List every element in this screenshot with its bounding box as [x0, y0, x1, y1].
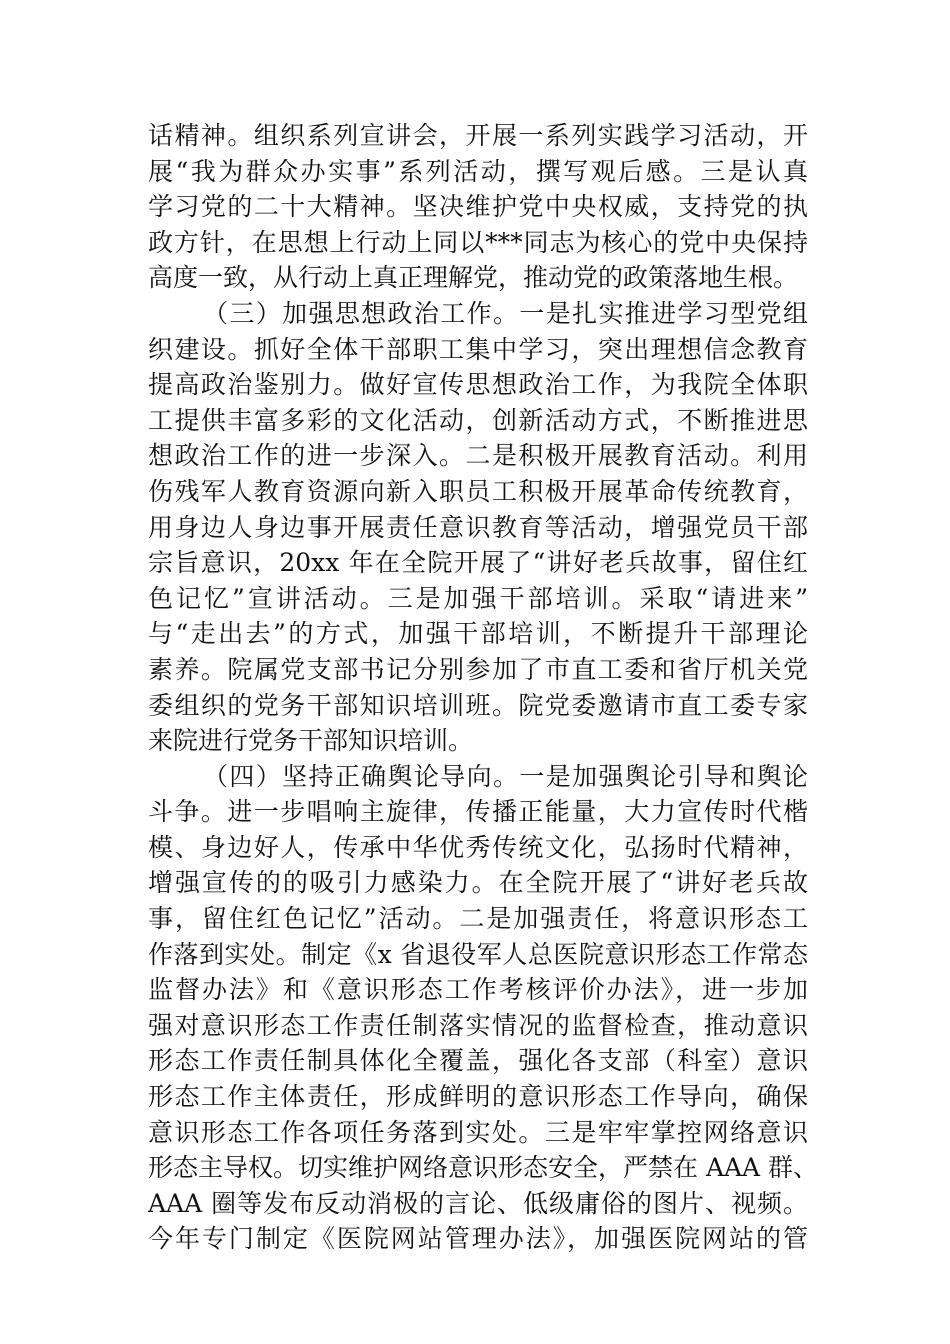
text-line: 展“我为群众办实事”系列活动，撰写观后感。三是认真 [148, 156, 808, 186]
text-line: 意识形态工作各项任务落到实处。三是牢牢掌控网络意识 [148, 1117, 808, 1147]
text-line: 话精神。组织系列宣讲会，开展一系列实践学习活动，开 [148, 121, 808, 150]
text-line: 学习党的二十大精神。坚决维护党中央权威，支持党的执 [148, 192, 808, 222]
text-line: 织建设。抓好全体干部职工集中学习，突出理想信念教育 [148, 334, 808, 364]
text-line: 强对意识形态工作责任制落实情况的监督检查，推动意识 [148, 1010, 808, 1040]
text-line: 形态主导权。切实维护网络意识形态安全，严禁在 AAA 群、 [148, 1153, 819, 1183]
text-line: 来院进行党务干部知识培训。 [148, 726, 474, 756]
text-line: 素养。院属党支部书记分别参加了市直工委和省厅机关党 [148, 654, 808, 684]
text-line: 政方针，在思想上行动上同以***同志为核心的党中央保持 [148, 227, 808, 257]
text-line: 增强宣传的的吸引力感染力。在全院开展了“讲好老兵故 [148, 868, 808, 898]
text-line: 提高政治鉴别力。做好宣传思想政治工作，为我院全体职 [148, 370, 808, 400]
text-line: 想政治工作的进一步深入。二是积极开展教育活动。利用 [148, 441, 808, 471]
text-line: 伤残军人教育资源向新入职员工积极开展革命传统教育， [148, 476, 808, 506]
section-heading-line: （三）加强思想政治工作。一是扎实推进学习型党组 [203, 298, 808, 328]
document-body [148, 118, 819, 1257]
text-line: 事，留住红色记忆”活动。二是加强责任，将意识形态工 [148, 904, 808, 934]
text-line: 色记忆”宣讲活动。三是加强干部培训。采取“请进来” [148, 583, 808, 613]
text-line: 宗旨意识，20xx 年在全院开展了“讲好老兵故事，留住红 [148, 548, 808, 578]
text-line: 今年专门制定《医院网站管理办法》，加强医院网站的管 [148, 1224, 808, 1254]
text-line: AAA 圈等发布反动消极的言论、低级庸俗的图片、视频。 [148, 1188, 808, 1218]
text-line: 监督办法》和《意识形态工作考核评价办法》，进一步加 [148, 975, 808, 1005]
text-line: 委组织的党务干部知识培训班。院党委邀请市直工委专家 [148, 690, 808, 720]
text-line: 工提供丰富多彩的文化活动，创新活动方式，不断推进思 [148, 405, 808, 435]
text-line: 形态工作责任制具体化全覆盖，强化各支部（科室）意识 [148, 1046, 808, 1076]
text-line: 作落到实处。制定《x 省退役军人总医院意识形态工作常态 [148, 939, 808, 969]
text-line: 用身边人身边事开展责任意识教育等活动，增强党员干部 [148, 512, 808, 542]
text-line: 模、身边好人，传承中华优秀传统文化，弘扬时代精神， [148, 832, 808, 862]
text-line: 斗争。进一步唱响主旋律，传播正能量，大力宣传时代楷 [148, 797, 808, 827]
text-line: 形态工作主体责任，形成鲜明的意识形态工作导向，确保 [148, 1082, 808, 1112]
text-line: 高度一致，从行动上真正理解党，推动党的政策落地生根。 [148, 263, 799, 293]
text-line: 与“走出去”的方式，加强干部培训，不断提升干部理论 [148, 619, 808, 649]
section-heading-line: （四）坚持正确舆论导向。一是加强舆论引导和舆论 [203, 761, 808, 791]
